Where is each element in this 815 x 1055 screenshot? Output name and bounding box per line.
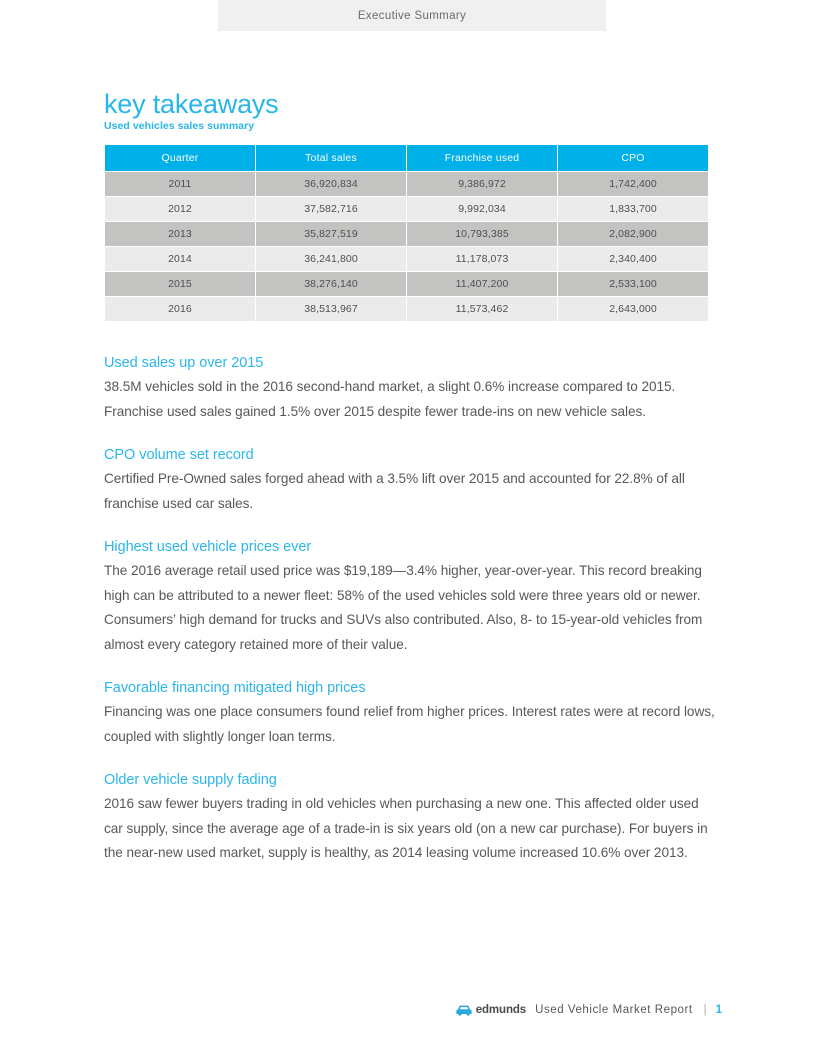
table-caption: Used vehicles sales summary [104,120,255,132]
cell-quarter: 2012 [105,197,255,221]
cell-quarter: 2011 [105,172,255,196]
cell-total-sales: 36,920,834 [256,172,406,196]
cell-cpo: 2,643,000 [558,297,708,321]
section-body: Financing was one place consumers found relief from higher prices. Interest rates were at record lows, coupled with slightly longer loan terms. [104,704,715,744]
table-row [105,247,708,271]
takeaway-section-highest-prices [104,539,716,657]
table-row [105,222,708,246]
takeaway-section-cpo-volume [104,447,716,516]
cell-franchise-used: 9,386,972 [407,172,557,196]
section-body: The 2016 average retail used price was $19,189—3.4% higher, year-over-year. This record breaking high can be attributed to a newer fleet: 58% of the used vehicles sold were three years old or newer. Consumers’ high demand for trucks and SUVs also contributed. Also, 8- to 15-year-old vehicles from almost every category retained more of their value. [104,563,703,652]
cell-quarter: 2013 [105,222,255,246]
section-body: 2016 saw fewer buyers trading in old vehicles when purchasing a new one. This affected older used car supply, since the average age of a trade-in is six years old (on a new car purchase). For buyers in the near-new used market, supply is healthy, as 2014 leasing volume increased 10.6% over 2013. [104,796,708,860]
table-header-row [105,145,708,171]
cell-total-sales: 38,276,140 [256,272,406,296]
cell-total-sales: 36,241,800 [256,247,406,271]
column-header-franchise-used: Franchise used [407,145,557,171]
section-heading: Used sales up over 2015 [104,355,264,371]
cell-cpo: 2,340,400 [558,247,708,271]
table-row [105,197,708,221]
table-row [105,272,708,296]
cell-cpo: 1,833,700 [558,197,708,221]
page-number: 1 [715,1004,722,1016]
cell-cpo: 2,082,900 [558,222,708,246]
cell-quarter: 2015 [105,272,255,296]
section-heading: Favorable financing mitigated high prices [104,680,366,696]
cell-quarter: 2014 [105,247,255,271]
cell-franchise-used: 10,793,385 [407,222,557,246]
section-heading: Older vehicle supply fading [104,772,277,788]
cell-franchise-used: 9,992,034 [407,197,557,221]
brand-lockup [456,1004,526,1016]
cell-cpo: 2,533,100 [558,272,708,296]
cell-cpo: 1,742,400 [558,172,708,196]
cell-franchise-used: 11,573,462 [407,297,557,321]
column-header-quarter: Quarter [105,145,255,171]
footer-document-title: Used Vehicle Market Report [535,1004,693,1016]
section-body: 38.5M vehicles sold in the 2016 second-hand market, a slight 0.6% increase compared to 2015. Franchise used sales gained 1.5% over 2015 despite fewer trade-ins on new vehicle sales. [104,379,676,419]
running-head-band [218,0,606,31]
running-head-label: Executive Summary [357,9,467,22]
takeaway-section-financing [104,680,716,749]
takeaway-section-used-sales [104,355,716,424]
cell-franchise-used: 11,407,200 [407,272,557,296]
footer-separator: | [703,1004,707,1016]
section-heading: Highest used vehicle prices ever [104,539,312,555]
used-vehicles-sales-table [104,144,709,322]
cell-total-sales: 38,513,967 [256,297,406,321]
section-heading: CPO volume set record [104,447,254,463]
cell-franchise-used: 11,178,073 [407,247,557,271]
cell-total-sales: 35,827,519 [256,222,406,246]
brand-name: edmunds [475,1004,527,1016]
table-row [105,297,708,321]
column-header-cpo: CPO [558,145,708,171]
takeaway-sections [104,355,716,889]
page-title: key takeaways [104,89,279,120]
cell-total-sales: 37,582,716 [256,197,406,221]
car-icon [456,1005,472,1016]
column-header-total-sales: Total sales [256,145,406,171]
cell-quarter: 2016 [105,297,255,321]
section-body: Certified Pre-Owned sales forged ahead with a 3.5% lift over 2015 and accounted for 22.8% of all franchise used car sales. [104,471,685,511]
page-footer [0,998,815,1022]
takeaway-section-older-supply [104,772,716,866]
table-row [105,172,708,196]
